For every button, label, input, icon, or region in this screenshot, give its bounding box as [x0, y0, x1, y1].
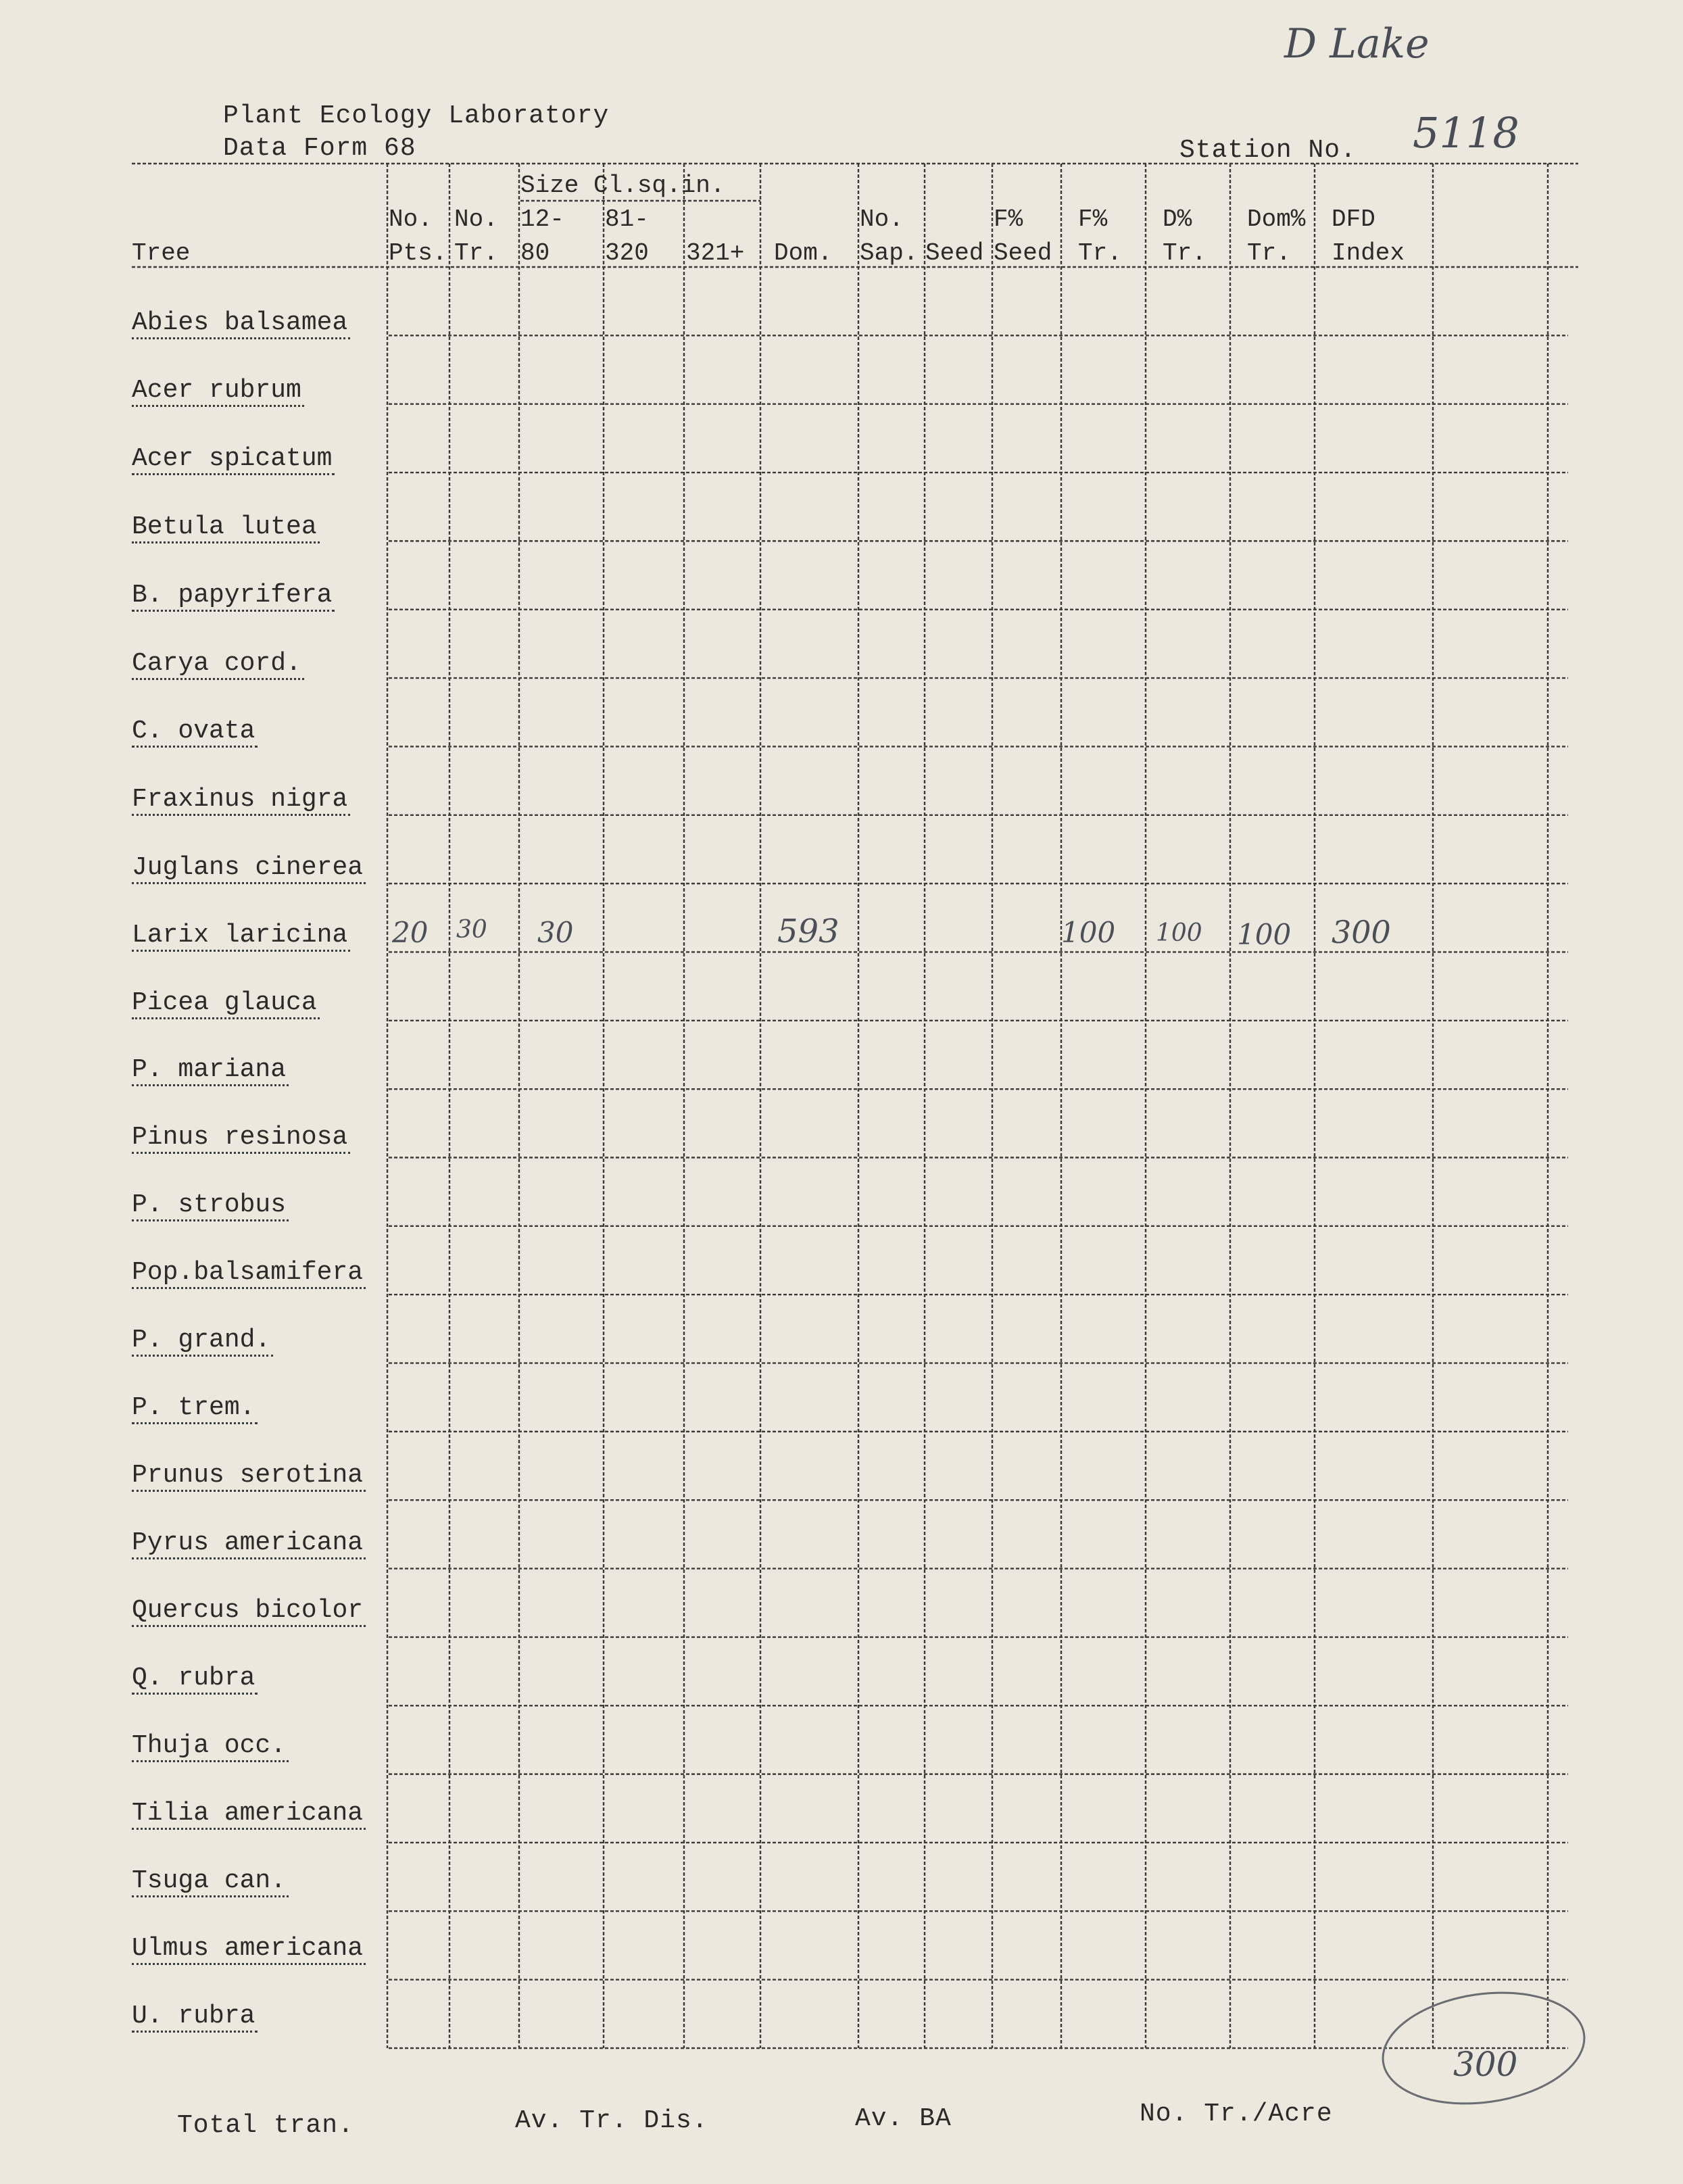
- col-header-no-pts: No. Pts.: [389, 205, 447, 267]
- row-label: P. trem.: [132, 1394, 258, 1424]
- row-label: Quercus bicolor: [132, 1597, 366, 1627]
- corner-note: D Lake: [1284, 20, 1430, 68]
- col-header-tree: Tree: [132, 239, 191, 267]
- row-label: Betula lutea: [132, 513, 320, 543]
- footer-total-tran: Total tran.: [177, 2111, 354, 2140]
- row-label: Tsuga can.: [132, 1867, 289, 1897]
- cell-larix-d-tr: 100: [1156, 919, 1202, 947]
- col-header-dom-tr: Dom% Tr.: [1247, 205, 1306, 267]
- row-label: Prunus serotina: [132, 1461, 366, 1492]
- row-label: Carya cord.: [132, 650, 304, 680]
- col-header-size-class: Size Cl.sq.in.: [520, 172, 725, 199]
- row-label: Pyrus americana: [132, 1529, 366, 1559]
- cell-larix-no-pts: 20: [392, 916, 429, 949]
- row-label: Thuja occ.: [132, 1732, 289, 1762]
- row-label: Tilia americana: [132, 1799, 366, 1830]
- row-label: Pinus resinosa: [132, 1123, 350, 1154]
- col-header-size-81-320: 81- 320: [605, 205, 649, 267]
- col-header-size-12-80: 12- 80: [520, 205, 564, 267]
- col-header-d-tr: D% Tr.: [1163, 205, 1206, 267]
- cell-larix-size1: 30: [537, 916, 574, 949]
- cell-larix-dfd: 300: [1332, 914, 1391, 950]
- lab-title: Plant Ecology Laboratory: [223, 101, 610, 130]
- footer-av-tr-dis: Av. Tr. Dis.: [515, 2106, 708, 2135]
- row-label: P. grand.: [132, 1326, 273, 1357]
- row-label: Picea glauca: [132, 989, 320, 1019]
- row-label: Juglans cinerea: [132, 854, 366, 884]
- circled-total: 300: [1453, 2045, 1518, 2084]
- form-number: Data Form 68: [223, 134, 416, 163]
- cell-larix-dom: 593: [777, 913, 839, 950]
- cell-larix-f-tr: 100: [1061, 916, 1116, 949]
- row-label: Pop.balsamifera: [132, 1259, 366, 1289]
- footer-av-ba: Av. BA: [855, 2104, 952, 2133]
- row-label: Q. rubra: [132, 1664, 258, 1695]
- col-header-f-tr: F% Tr.: [1078, 205, 1122, 267]
- row-label: B. papyrifera: [132, 581, 335, 612]
- station-label: Station No.: [1179, 136, 1357, 165]
- col-header-f-seed: F% Seed: [994, 205, 1052, 267]
- row-label: P. mariana: [132, 1056, 289, 1086]
- row-label: Acer rubrum: [132, 377, 304, 407]
- station-value: 5118: [1413, 108, 1519, 157]
- footer-no-tr-acre: No. Tr./Acre: [1140, 2100, 1333, 2129]
- col-header-dom: Dom.: [774, 239, 833, 267]
- col-header-size-321: 321+: [686, 239, 745, 267]
- col-header-no-tr: No. Tr.: [454, 205, 498, 267]
- row-label: Ulmus americana: [132, 1935, 366, 1965]
- row-label: Abies balsamea: [132, 309, 350, 339]
- row-label: C. ovata: [132, 717, 258, 748]
- row-label: Fraxinus nigra: [132, 785, 350, 816]
- row-label: P. strobus: [132, 1191, 289, 1221]
- col-header-no-sap: No. Sap.: [860, 205, 919, 267]
- row-label: Acer spicatum: [132, 445, 335, 475]
- cell-larix-dom-tr: 100: [1237, 918, 1292, 951]
- cell-larix-no-tr: 30: [456, 916, 487, 944]
- col-header-seed: Seed: [925, 239, 984, 267]
- row-label: U. rubra: [132, 2002, 258, 2033]
- row-label: Larix laricina: [132, 921, 350, 952]
- col-header-dfd-index: DFD Index: [1332, 205, 1405, 267]
